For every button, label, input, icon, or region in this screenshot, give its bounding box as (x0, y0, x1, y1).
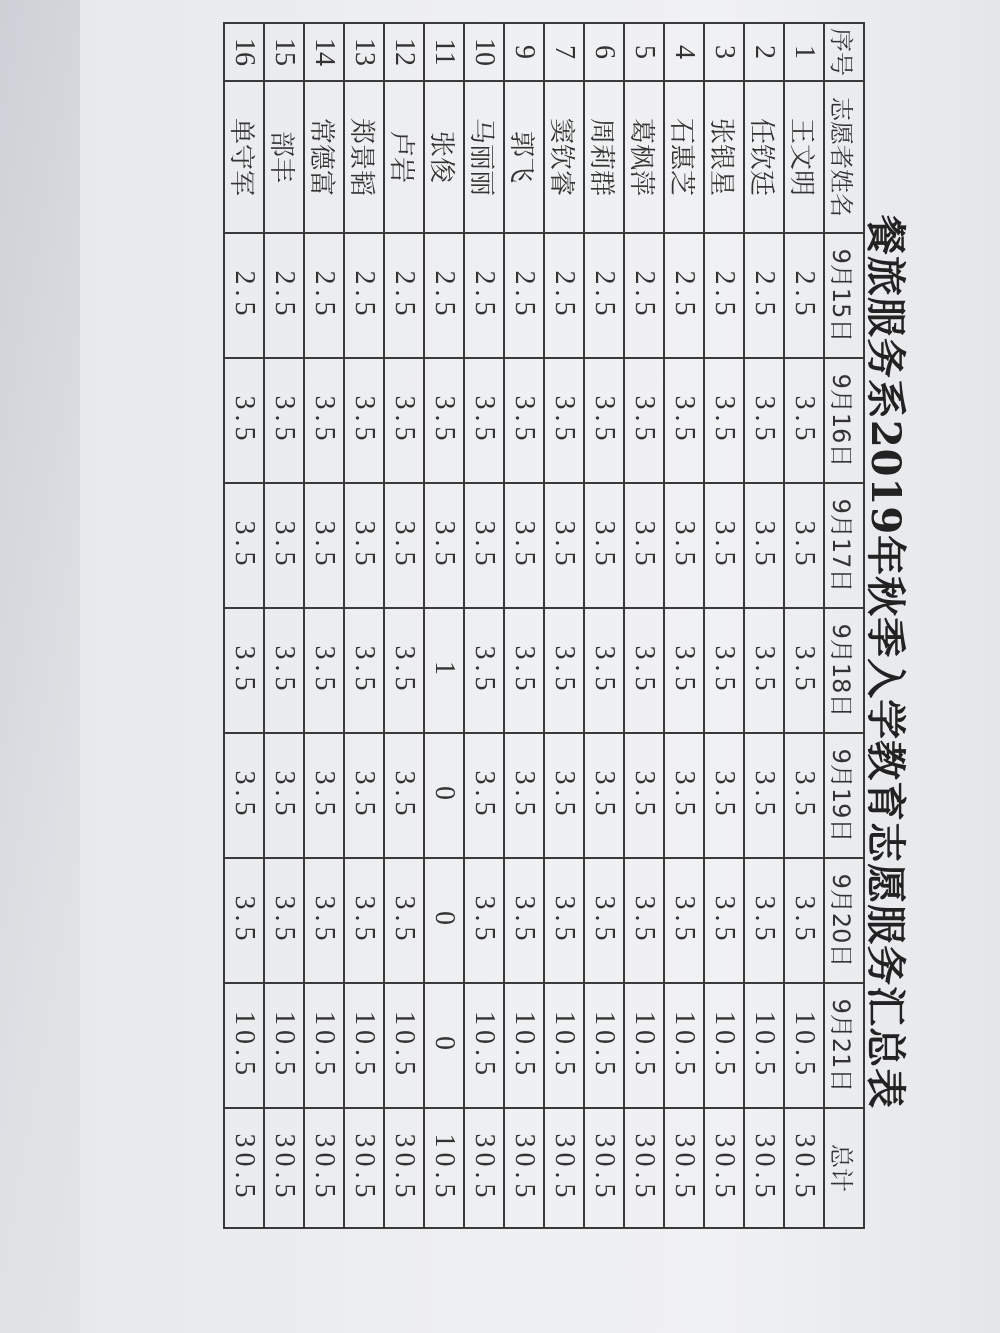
daily-hours-cell: 3.5 (304, 858, 344, 983)
daily-hours-cell: 10.5 (784, 983, 824, 1108)
column-header: 志愿者姓名 (824, 81, 864, 233)
row-number-cell: 3 (704, 23, 744, 81)
column-header: 总计 (824, 1108, 864, 1228)
daily-hours-cell: 2.5 (544, 233, 584, 358)
row-number-cell: 2 (744, 23, 784, 81)
row-number-cell: 14 (304, 23, 344, 81)
row-number-cell: 9 (504, 23, 544, 81)
daily-hours-cell: 10.5 (624, 983, 664, 1108)
daily-hours-cell: 10.5 (344, 983, 384, 1108)
daily-hours-cell: 3.5 (384, 483, 424, 608)
volunteer-name-cell: 郭飞 (504, 81, 544, 233)
daily-hours-cell: 3.5 (784, 608, 824, 733)
daily-hours-cell: 3.5 (344, 608, 384, 733)
daily-hours-cell: 2.5 (344, 233, 384, 358)
daily-hours-cell: 10.5 (544, 983, 584, 1108)
total-hours-cell: 30.5 (224, 1108, 264, 1228)
daily-hours-cell: 10.5 (664, 983, 704, 1108)
daily-hours-cell: 0 (424, 733, 464, 858)
daily-hours-cell: 10.5 (304, 983, 344, 1108)
daily-hours-cell: 3.5 (464, 858, 504, 983)
table-row (384, 23, 424, 1228)
volunteer-name-cell: 张俊 (424, 81, 464, 233)
row-number-cell: 10 (464, 23, 504, 81)
column-header: 9月19日 (824, 733, 864, 858)
daily-hours-cell: 0 (424, 983, 464, 1108)
daily-hours-cell: 3.5 (744, 733, 784, 858)
daily-hours-cell: 3.5 (384, 608, 424, 733)
volunteer-name-cell: 郑景韬 (344, 81, 384, 233)
table-row (704, 23, 744, 1228)
column-header: 9月17日 (824, 483, 864, 608)
daily-hours-cell: 2.5 (744, 233, 784, 358)
table-header-row (824, 23, 864, 1228)
daily-hours-cell: 3.5 (464, 608, 504, 733)
daily-hours-cell: 3.5 (224, 358, 264, 483)
daily-hours-cell: 10.5 (384, 983, 424, 1108)
daily-hours-cell: 3.5 (224, 608, 264, 733)
daily-hours-cell: 1 (424, 608, 464, 733)
daily-hours-cell: 10.5 (464, 983, 504, 1108)
daily-hours-cell: 2.5 (424, 233, 464, 358)
volunteer-name-cell: 常德富 (304, 81, 344, 233)
daily-hours-cell: 2.5 (784, 233, 824, 358)
table-row (264, 23, 304, 1228)
daily-hours-cell: 3.5 (264, 608, 304, 733)
daily-hours-cell: 10.5 (584, 983, 624, 1108)
column-header: 9月16日 (824, 358, 864, 483)
daily-hours-cell: 3.5 (584, 608, 624, 733)
table-row (664, 23, 704, 1228)
row-number-cell: 6 (584, 23, 624, 81)
daily-hours-cell: 2.5 (304, 233, 344, 358)
daily-hours-cell: 2.5 (224, 233, 264, 358)
daily-hours-cell: 3.5 (384, 858, 424, 983)
daily-hours-cell: 3.5 (544, 608, 584, 733)
volunteer-name-cell: 马丽丽 (464, 81, 504, 233)
document-title: 餐旅服务系2019年秋季入学教育志愿服务汇总表 (862, 214, 909, 1110)
total-hours-cell: 30.5 (464, 1108, 504, 1228)
daily-hours-cell: 3.5 (744, 608, 784, 733)
table-row (624, 23, 664, 1228)
total-hours-cell: 30.5 (784, 1108, 824, 1228)
total-hours-cell: 30.5 (544, 1108, 584, 1228)
daily-hours-cell: 3.5 (784, 733, 824, 858)
total-hours-cell: 30.5 (384, 1108, 424, 1228)
volunteer-name-cell: 窦钦睿 (544, 81, 584, 233)
daily-hours-cell: 3.5 (264, 733, 304, 858)
volunteer-hours-table (223, 22, 865, 1229)
row-number-cell: 13 (344, 23, 384, 81)
daily-hours-cell: 3.5 (344, 858, 384, 983)
table-row (544, 23, 584, 1228)
daily-hours-cell: 3.5 (664, 358, 704, 483)
daily-hours-cell: 3.5 (504, 358, 544, 483)
daily-hours-cell: 3.5 (744, 858, 784, 983)
row-number-cell: 4 (664, 23, 704, 81)
daily-hours-cell: 2.5 (464, 233, 504, 358)
daily-hours-cell: 0 (424, 858, 464, 983)
daily-hours-cell: 3.5 (624, 733, 664, 858)
volunteer-name-cell: 卢岩 (384, 81, 424, 233)
row-number-cell: 5 (624, 23, 664, 81)
daily-hours-cell: 3.5 (344, 733, 384, 858)
daily-hours-cell: 3.5 (224, 858, 264, 983)
daily-hours-cell: 3.5 (384, 358, 424, 483)
volunteer-name-cell: 周莉群 (584, 81, 624, 233)
table-row (464, 23, 504, 1228)
daily-hours-cell: 3.5 (584, 483, 624, 608)
total-hours-cell: 30.5 (744, 1108, 784, 1228)
table-row (584, 23, 624, 1228)
daily-hours-cell: 3.5 (584, 858, 624, 983)
daily-hours-cell: 2.5 (664, 233, 704, 358)
daily-hours-cell: 3.5 (584, 358, 624, 483)
daily-hours-cell: 3.5 (304, 608, 344, 733)
daily-hours-cell: 3.5 (664, 858, 704, 983)
column-header: 序号 (824, 23, 864, 81)
daily-hours-cell: 2.5 (704, 233, 744, 358)
daily-hours-cell: 3.5 (344, 358, 384, 483)
daily-hours-cell: 3.5 (384, 733, 424, 858)
row-number-cell: 12 (384, 23, 424, 81)
volunteer-name-cell: 单守军 (224, 81, 264, 233)
total-hours-cell: 10.5 (424, 1108, 464, 1228)
volunteer-name-cell: 葛枫萍 (624, 81, 664, 233)
daily-hours-cell: 3.5 (304, 358, 344, 483)
total-hours-cell: 30.5 (304, 1108, 344, 1228)
table-row (304, 23, 344, 1228)
daily-hours-cell: 3.5 (664, 733, 704, 858)
total-hours-cell: 30.5 (624, 1108, 664, 1228)
volunteer-name-cell: 张银星 (704, 81, 744, 233)
daily-hours-cell: 3.5 (624, 483, 664, 608)
volunteer-name-cell: 部丰 (264, 81, 304, 233)
daily-hours-cell: 3.5 (224, 483, 264, 608)
table-row (504, 23, 544, 1228)
column-header: 9月21日 (824, 983, 864, 1108)
volunteer-name-cell: 王文明 (784, 81, 824, 233)
daily-hours-cell: 3.5 (624, 608, 664, 733)
total-hours-cell: 30.5 (264, 1108, 304, 1228)
daily-hours-cell: 3.5 (224, 733, 264, 858)
total-hours-cell: 30.5 (664, 1108, 704, 1228)
total-hours-cell: 30.5 (704, 1108, 744, 1228)
daily-hours-cell: 3.5 (544, 358, 584, 483)
daily-hours-cell: 2.5 (504, 233, 544, 358)
table-row (224, 23, 264, 1228)
total-hours-cell: 30.5 (344, 1108, 384, 1228)
daily-hours-cell: 3.5 (784, 858, 824, 983)
daily-hours-cell: 3.5 (704, 608, 744, 733)
daily-hours-cell: 3.5 (264, 483, 304, 608)
daily-hours-cell: 3.5 (264, 358, 304, 483)
daily-hours-cell: 3.5 (624, 858, 664, 983)
column-header: 9月15日 (824, 233, 864, 358)
volunteer-name-cell: 石惠芝 (664, 81, 704, 233)
daily-hours-cell: 3.5 (664, 483, 704, 608)
daily-hours-cell: 3.5 (504, 858, 544, 983)
daily-hours-cell: 10.5 (704, 983, 744, 1108)
daily-hours-cell: 3.5 (784, 483, 824, 608)
daily-hours-cell: 3.5 (504, 483, 544, 608)
daily-hours-cell: 3.5 (264, 858, 304, 983)
daily-hours-cell: 3.5 (704, 483, 744, 608)
daily-hours-cell: 2.5 (264, 233, 304, 358)
total-hours-cell: 30.5 (584, 1108, 624, 1228)
daily-hours-cell: 3.5 (504, 608, 544, 733)
daily-hours-cell: 2.5 (624, 233, 664, 358)
daily-hours-cell: 3.5 (624, 358, 664, 483)
rotated-document (205, 12, 925, 1312)
daily-hours-cell: 3.5 (544, 733, 584, 858)
daily-hours-cell: 10.5 (504, 983, 544, 1108)
daily-hours-cell: 3.5 (664, 608, 704, 733)
daily-hours-cell: 3.5 (504, 733, 544, 858)
daily-hours-cell: 3.5 (464, 483, 504, 608)
daily-hours-cell: 3.5 (704, 733, 744, 858)
daily-hours-cell: 2.5 (584, 233, 624, 358)
daily-hours-cell: 3.5 (544, 483, 584, 608)
daily-hours-cell: 3.5 (424, 483, 464, 608)
daily-hours-cell: 3.5 (464, 733, 504, 858)
volunteer-name-cell: 任钦廷 (744, 81, 784, 233)
daily-hours-cell: 3.5 (344, 483, 384, 608)
daily-hours-cell: 3.5 (424, 358, 464, 483)
table-row (744, 23, 784, 1228)
daily-hours-cell: 3.5 (744, 358, 784, 483)
daily-hours-cell: 3.5 (304, 483, 344, 608)
daily-hours-cell: 3.5 (584, 733, 624, 858)
daily-hours-cell: 2.5 (384, 233, 424, 358)
column-header: 9月20日 (824, 858, 864, 983)
daily-hours-cell: 3.5 (464, 358, 504, 483)
daily-hours-cell: 10.5 (224, 983, 264, 1108)
row-number-cell: 15 (264, 23, 304, 81)
daily-hours-cell: 3.5 (744, 483, 784, 608)
row-number-cell: 16 (224, 23, 264, 81)
column-header: 9月18日 (824, 608, 864, 733)
total-hours-cell: 30.5 (504, 1108, 544, 1228)
row-number-cell: 1 (784, 23, 824, 81)
daily-hours-cell: 10.5 (264, 983, 304, 1108)
table-row (784, 23, 824, 1228)
daily-hours-cell: 10.5 (744, 983, 784, 1108)
row-number-cell: 7 (544, 23, 584, 81)
daily-hours-cell: 3.5 (704, 358, 744, 483)
daily-hours-cell: 3.5 (544, 858, 584, 983)
table-row (424, 23, 464, 1228)
row-number-cell: 11 (424, 23, 464, 81)
daily-hours-cell: 3.5 (304, 733, 344, 858)
table-row (344, 23, 384, 1228)
daily-hours-cell: 3.5 (784, 358, 824, 483)
daily-hours-cell: 3.5 (704, 858, 744, 983)
